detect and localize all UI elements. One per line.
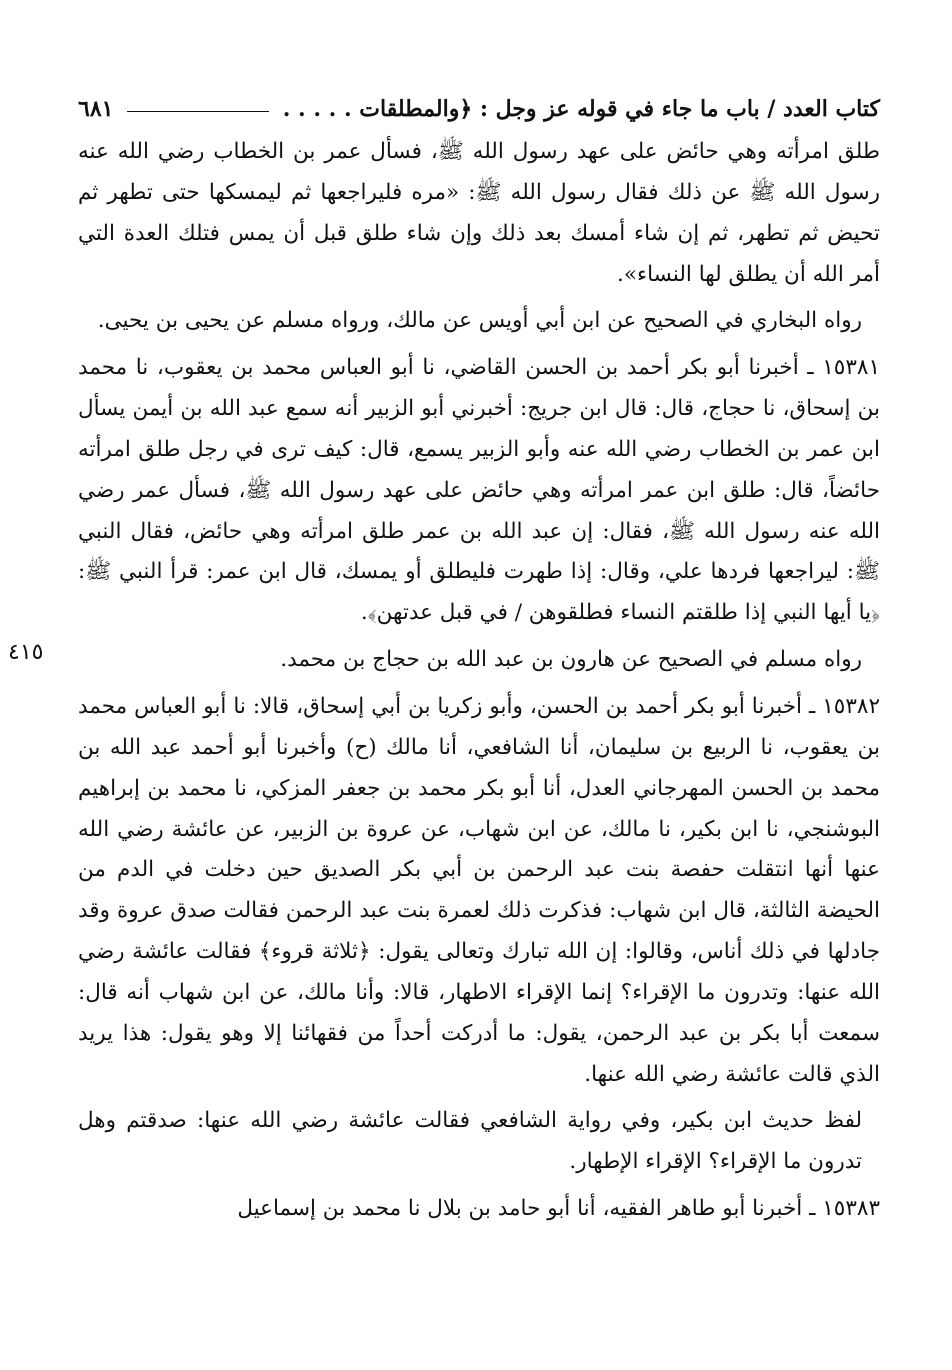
running-header [78,82,880,122]
page-body [78,132,880,1230]
paragraph-narration-note: رواه البخاري في الصحيح عن ابن أبي أويس عن مالك، ورواه مسلم عن يحيى بن يحيى. [97,308,862,334]
paragraph-hadith-15383: ١٥٣٨٣ ـ أخبرنا أبو طاهر الفقيه، أنا أبو حامد بن بلال نا محمد بن إسماعيل [237,1196,880,1222]
paragraph-hadith-continuation: طلق امرأته وهي حائض على عهد رسول الله ﷺ، فسأل عمر بن الخطاب رضي الله عنه رسول الله ﷺ عن ذلك فقال رسول الله ﷺ: «مره فليراجعها ثم ليمسكها حتى تطهر ثم تحيض ثم تطهر، ثم إن شاء أمسك بعد ذلك وإن شاء طلق قبل أن يمس فتلك العدة التي أمر الله أن يطلق لها النساء». [78,139,880,287]
page [8,82,880,1330]
page-number: ٦٨١ [78,95,114,122]
paragraph-hadith-15382: ١٥٣٨٢ ـ أخبرنا أبو بكر أحمد بن الحسن، وأبو زكريا بن أبي إسحاق، قالا: نا أبو العباس محمد بن يعقوب، نا الربيع بن سليمان، أنا الشافعي، أنا مالك (ح) وأخبرنا أبو أحمد عبد الله بن محمد بن الحسن المهرجاني العدل، أنا أبو بكر محمد بن جعفر المزكي، نا محمد بن إبراهيم البوشنجي، نا ابن بكير، نا مالك، عن ابن شهاب، عن عروة بن الزبير، عن عائشة رضي الله عنها أنها انتقلت حفصة بنت عبد الرحمن بن أبي بكر الصديق حين دخلت في الدم من الحيضة الثالثة، قال ابن شهاب: فذكرت ذلك لعمرة بنت عبد الرحمن فقالت صدق عروة وقد جادلها في ذلك أناس، وقالوا: إن الله تبارك وتعالى يقول: ﴿ثلاثة قروء﴾ فقالت عائشة رضي الله عنها: وتدرون ما الإقراء؟ إنما الإقراء الاطهار، قالا: وأنا مالك، عن ابن شهاب أنه قال: سمعت أبا بكر بن عبد الرحمن، يقول: ما أدركت أحداً من فقهائنا إلا وهو يقول: هذا يريد الذي قالت عائشة رضي الله عنها. [78,693,880,1087]
paragraph-wording-note: لفظ حديث ابن بكير، وفي رواية الشافعي فقالت عائشة رضي الله عنها: صدقتم وهل تدرون ما الإقراء؟ الإقراء الإطهار. [78,1108,862,1175]
paragraph-narration-note: رواه مسلم في الصحيح عن هارون بن عبد الله بن حجاج بن محمد. [280,647,862,673]
paragraph-hadith-15381: ١٥٣٨١ ـ أخبرنا أبو بكر أحمد بن الحسن القاضي، نا أبو العباس محمد بن يعقوب، نا محمد بن إسحاق، نا حجاج، قال: قال ابن جريج: أخبرني أبو الزبير أنه سمع عبد الله بن أيمن يسأل ابن عمر بن الخطاب رضي الله عنه وأبو الزبير يسمع، قال: كيف ترى في رجل طلق امرأته حائضاً، قال: طلق ابن عمر امرأته وهي حائض على عهد رسول الله ﷺ، فسأل عمر رضي الله عنه رسول الله ﷺ، فقال: إن عبد الله بن عمر طلق امرأته وهي حائض، فقال النبي ﷺ: ليراجعها فردها علي، وقال: إذا طهرت فليطلق أو يمسك، قال ابن عمر: قرأ النبي ﷺ: ﴿يا أيها النبي إذا طلقتم النساء فطلقوهن / في قبل عدتهن﴾. [78,355,880,626]
header-title: كتاب العدد / باب ما جاء في قوله عز وجل : ﴿والمطلقات . . . . . [282,95,880,122]
header-rule [127,111,268,112]
margin-page-reference: ٤١٥ [8,640,44,665]
